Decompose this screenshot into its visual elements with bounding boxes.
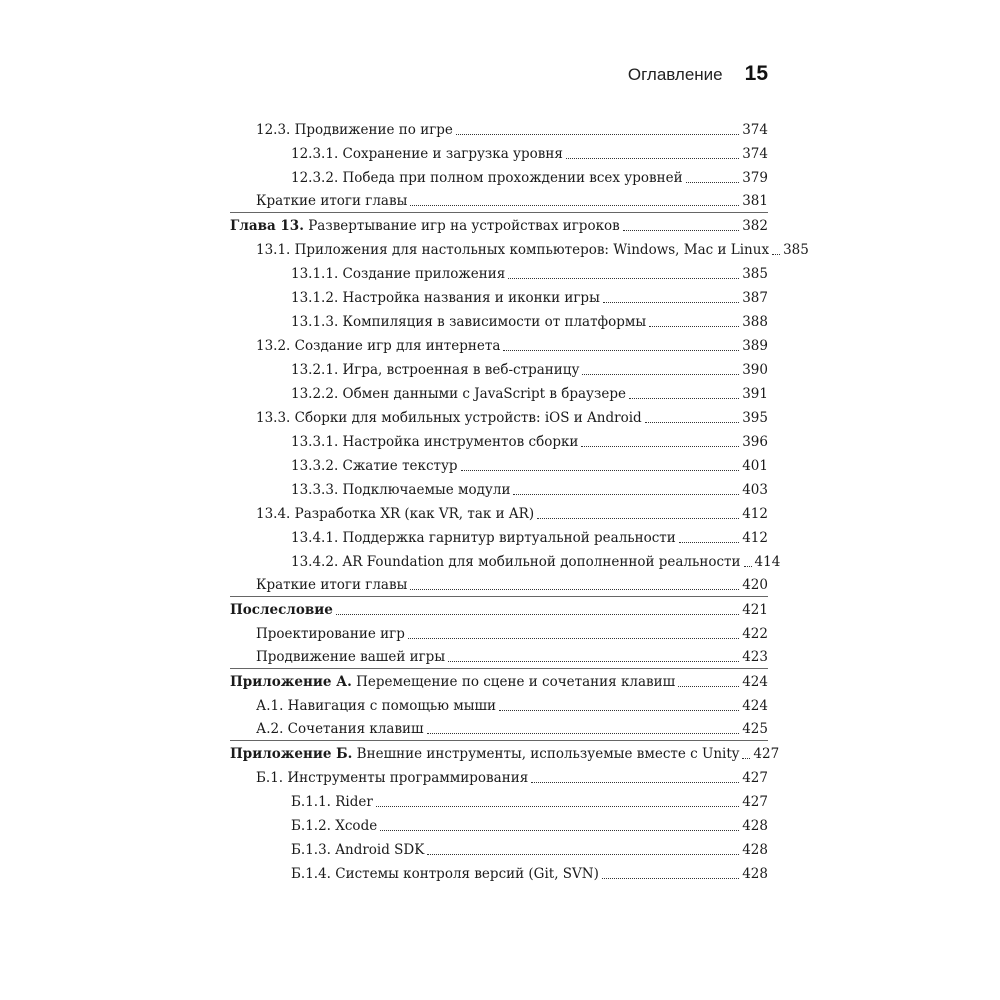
- dot-leader: [376, 805, 739, 807]
- toc-entry-page: 391: [742, 386, 768, 402]
- toc-entry-title: [291, 553, 741, 571]
- toc-entry-title: [291, 457, 458, 475]
- toc-entry-label: Послесловие: [230, 602, 333, 618]
- toc-entry-text: 12.3.1. Сохранение и загрузка уровня: [291, 146, 563, 162]
- toc-entry[interactable]: [230, 525, 768, 549]
- toc-entry-text: А.2. Сочетания клавиш: [256, 721, 424, 737]
- toc-entry-text: 12.3. Продвижение по игре: [256, 122, 453, 138]
- toc-entry[interactable]: [230, 117, 768, 141]
- toc-entry[interactable]: [230, 333, 768, 357]
- toc-entry-page: 379: [742, 170, 768, 186]
- toc-entry[interactable]: [230, 693, 768, 717]
- toc-entry-page: 427: [742, 770, 768, 786]
- toc-entry[interactable]: [230, 573, 768, 597]
- toc-entry-page: 382: [742, 218, 768, 234]
- toc-entry[interactable]: [230, 213, 768, 237]
- dot-leader: [603, 301, 739, 303]
- toc-entry-text: Б.1.3. Android SDK: [291, 842, 425, 858]
- toc-entry-text: 13.4.1. Поддержка гарнитур виртуальной реальности: [291, 530, 676, 546]
- toc-entry-text: А.1. Навигация с помощью мыши: [256, 698, 497, 714]
- toc-entry-text: 13.1. Приложения для настольных компьютеров: Windows, Mac и Linux: [256, 242, 770, 258]
- running-header: [628, 62, 768, 86]
- header-page-number: 15: [744, 62, 768, 85]
- toc-entry-title: [256, 625, 405, 643]
- dot-leader: [649, 325, 739, 327]
- toc-entry-title: [256, 769, 528, 787]
- toc-entry-title: [291, 265, 505, 283]
- dot-leader: [531, 781, 739, 783]
- toc-entry-title: [291, 529, 676, 547]
- toc-entry[interactable]: [230, 669, 768, 693]
- toc-entry-page: 396: [742, 434, 768, 450]
- toc-entry[interactable]: [230, 789, 768, 813]
- toc-entry-text: Продвижение вашей игры: [256, 649, 446, 665]
- toc-entry-page: 412: [742, 506, 768, 522]
- toc-entry-page: 420: [742, 577, 768, 593]
- dot-leader: [448, 660, 739, 662]
- toc-entry-title: [256, 697, 496, 715]
- toc-entry[interactable]: [230, 309, 768, 333]
- toc-entry-title: [256, 576, 407, 594]
- dot-leader: [410, 588, 739, 590]
- toc-entry-page: 412: [742, 530, 768, 546]
- dot-leader: [566, 157, 739, 159]
- dot-leader: [427, 853, 739, 855]
- toc-entry-text: Б.1. Инструменты программирования: [256, 770, 529, 786]
- toc-entry-title: [256, 121, 453, 139]
- toc-entry-text: 13.4. Разработка XR (как VR, так и AR): [256, 506, 535, 522]
- toc-entry-page: 427: [742, 794, 768, 810]
- toc-entry-page: 390: [742, 362, 768, 378]
- dot-leader: [427, 732, 740, 734]
- dot-leader: [629, 397, 739, 399]
- toc-entry-title: [291, 433, 578, 451]
- toc-entry[interactable]: [230, 405, 768, 429]
- toc-entry-title: [230, 745, 739, 763]
- toc-entry-page: 385: [783, 242, 809, 258]
- toc-entry-title: [256, 192, 407, 210]
- toc-entry-page: 424: [742, 698, 768, 714]
- dot-leader: [380, 829, 739, 831]
- toc-entry-text: Краткие итоги главы: [256, 193, 408, 209]
- toc-entry-title: [256, 409, 642, 427]
- toc-entry-title: [291, 841, 424, 859]
- toc-entry-page: 395: [742, 410, 768, 426]
- toc-entry-page: 403: [742, 482, 768, 498]
- dot-leader: [513, 493, 739, 495]
- toc-entry-page: 428: [742, 866, 768, 882]
- toc-entry-title: [230, 217, 620, 235]
- toc-entry[interactable]: [230, 837, 768, 861]
- toc-entry[interactable]: [230, 813, 768, 837]
- toc-entry-page: 427: [753, 746, 780, 762]
- toc-entry-label: Приложение А.: [230, 674, 352, 690]
- toc-entry-title: [291, 169, 683, 187]
- toc-entry-title: [230, 601, 333, 619]
- toc-entry-page: 374: [742, 146, 768, 162]
- dot-leader: [461, 469, 740, 471]
- toc-entry-page: 388: [742, 314, 768, 330]
- dot-leader: [742, 757, 750, 759]
- toc-entry[interactable]: [230, 285, 768, 309]
- dot-leader: [686, 181, 740, 183]
- toc-entry[interactable]: [230, 765, 768, 789]
- toc-entry[interactable]: [230, 621, 768, 645]
- toc-entry-text: 13.2. Создание игр для интернета: [256, 338, 501, 354]
- toc-entry-text: 13.3. Сборки для мобильных устройств: iOS и Android: [256, 410, 642, 426]
- toc-entry-text: Б.1.2. Xcode: [291, 818, 378, 834]
- toc-entry-text: 13.2.1. Игра, встроенная в веб-страницу: [291, 362, 580, 378]
- toc-entry-page: 423: [742, 649, 768, 665]
- dot-leader: [503, 349, 739, 351]
- toc-entry-title: [291, 145, 563, 163]
- toc-entry-title: [291, 289, 600, 307]
- toc-entry[interactable]: [230, 261, 768, 285]
- dot-leader: [410, 204, 739, 206]
- toc-entry-title: [256, 241, 769, 259]
- toc-entry-page: 389: [742, 338, 768, 354]
- dot-leader: [772, 253, 780, 255]
- toc-entry-text: 13.1.2. Настройка названия и иконки игры: [291, 290, 600, 306]
- toc-entry[interactable]: [230, 141, 768, 165]
- toc-entry-page: 385: [742, 266, 768, 282]
- toc-entry-label: Приложение Б.: [230, 746, 353, 762]
- dot-leader: [623, 229, 739, 231]
- toc-entry-text: 13.1.3. Компиляция в зависимости от платформы: [291, 314, 647, 330]
- toc-entry-text: 13.3.1. Настройка инструментов сборки: [291, 434, 579, 450]
- toc-entry-title: [230, 673, 675, 691]
- toc-entry[interactable]: [230, 237, 809, 261]
- toc-entry-text: Внешние инструменты, используемые вместе с Unity: [352, 746, 740, 762]
- toc-entry-page: 425: [742, 721, 768, 737]
- toc-entry-text: Б.1.1. Rider: [291, 794, 373, 810]
- toc-entry-page: 428: [742, 842, 768, 858]
- toc-entry-text: 13.4.2. AR Foundation для мобильной дополненной реальности: [291, 554, 741, 570]
- toc-entry-title: [291, 361, 579, 379]
- toc-entry-text: Краткие итоги главы: [256, 577, 408, 593]
- toc-entry-text: 13.1.1. Создание приложения: [291, 266, 506, 282]
- toc-entry-page: 424: [742, 674, 768, 690]
- toc-entry[interactable]: [230, 549, 781, 573]
- toc-entry-page: 387: [742, 290, 768, 306]
- toc-entry-page: 381: [742, 193, 768, 209]
- dot-leader: [602, 877, 739, 879]
- dot-leader: [645, 421, 740, 423]
- toc-entry[interactable]: [230, 861, 768, 885]
- toc-entry-title: [291, 385, 626, 403]
- toc-entry-title: [256, 505, 534, 523]
- toc-entry-text: 13.2.2. Обмен данными с JavaScript в браузере: [291, 386, 626, 402]
- dot-leader: [679, 541, 739, 543]
- toc-entry-text: 13.3.2. Сжатие текстур: [291, 458, 458, 474]
- toc-entry-page: 401: [742, 458, 768, 474]
- toc-entry-text: 13.3.3. Подключаемые модули: [291, 482, 511, 498]
- dot-leader: [744, 565, 752, 567]
- toc-entry[interactable]: [230, 453, 768, 477]
- dot-leader: [336, 613, 739, 615]
- toc-entry-title: [256, 337, 500, 355]
- toc-entry-text: 12.3.2. Победа при полном прохождении всех уровней: [291, 170, 683, 186]
- dot-leader: [581, 445, 739, 447]
- toc-entry[interactable]: [230, 501, 768, 525]
- toc-entry-label: Глава 13.: [230, 218, 304, 234]
- table-of-contents: [230, 117, 809, 885]
- dot-leader: [678, 685, 739, 687]
- toc-entry-title: [256, 720, 424, 738]
- toc-entry[interactable]: [230, 189, 768, 213]
- toc-entry[interactable]: [230, 165, 768, 189]
- dot-leader: [408, 637, 739, 639]
- dot-leader: [456, 133, 739, 135]
- dot-leader: [582, 373, 739, 375]
- toc-entry-page: 421: [742, 602, 768, 618]
- toc-entry[interactable]: [230, 717, 768, 741]
- toc-entry[interactable]: [230, 645, 768, 669]
- toc-entry-title: [291, 865, 599, 883]
- toc-entry[interactable]: [230, 477, 768, 501]
- toc-entry-page: 374: [742, 122, 768, 138]
- toc-entry-page: 414: [754, 554, 781, 570]
- header-title: Оглавление: [627, 65, 723, 84]
- toc-entry-page: 428: [742, 818, 768, 834]
- toc-entry[interactable]: [230, 381, 768, 405]
- toc-entry[interactable]: [230, 429, 768, 453]
- toc-entry-text: Перемещение по сцене и сочетания клавиш: [351, 674, 676, 690]
- toc-entry-page: 422: [742, 626, 768, 642]
- toc-entry[interactable]: [230, 357, 768, 381]
- toc-entry-title: [291, 313, 646, 331]
- dot-leader: [537, 517, 739, 519]
- dot-leader: [499, 709, 739, 711]
- toc-entry[interactable]: [230, 597, 768, 621]
- toc-entry-title: [256, 648, 445, 666]
- toc-entry-text: Б.1.4. Системы контроля версий (Git, SVN): [291, 866, 599, 882]
- toc-entry-text: Проектирование игр: [256, 626, 405, 642]
- toc-entry-title: [291, 817, 377, 835]
- dot-leader: [508, 277, 739, 279]
- toc-entry[interactable]: [230, 741, 780, 765]
- toc-entry-title: [291, 481, 510, 499]
- toc-entry-title: [291, 793, 373, 811]
- toc-entry-text: Развертывание игр на устройствах игроков: [303, 218, 620, 234]
